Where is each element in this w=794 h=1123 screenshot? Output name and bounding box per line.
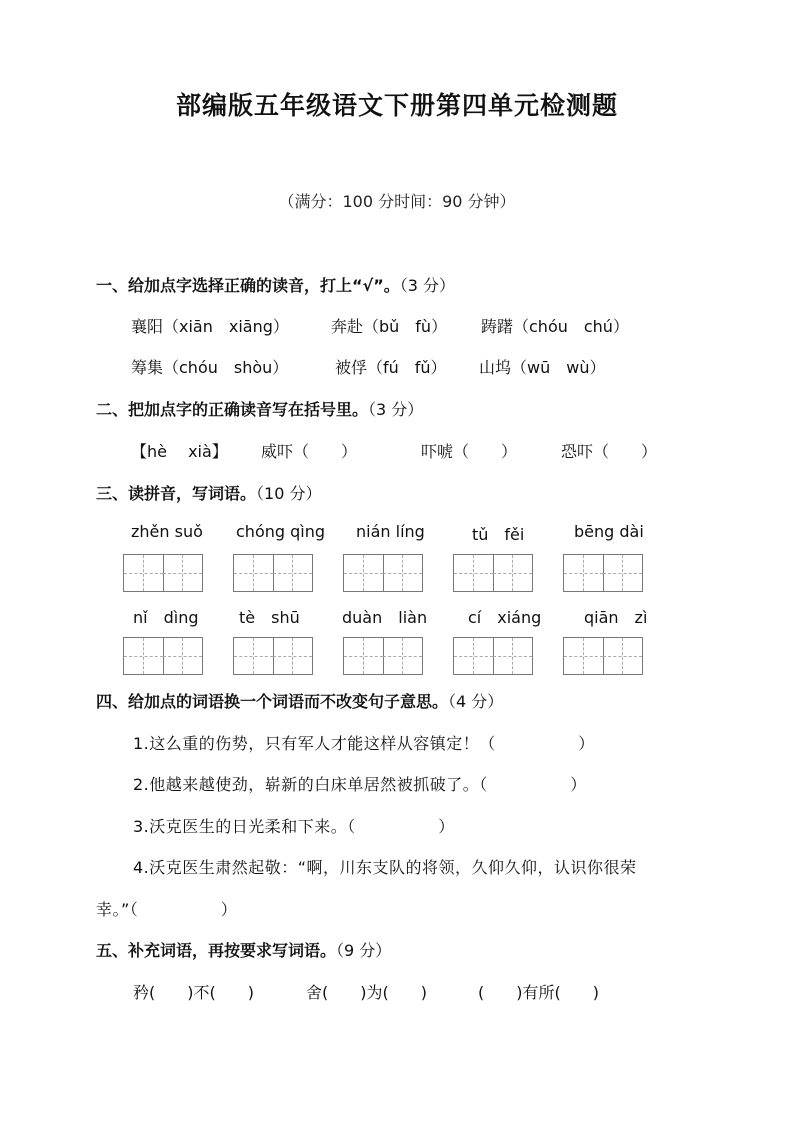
pinyin-label: duàn liàn xyxy=(342,608,428,627)
q1-item: 奔赴（bǔ fù） xyxy=(331,317,448,336)
pinyin-label: chóng qìng xyxy=(236,522,326,541)
q4-item: 2.他越来越使劲，崭新的白床单居然被抓破了。（ ） xyxy=(133,775,587,794)
section-1-points: （3 分） xyxy=(399,276,455,295)
section-3-heading xyxy=(96,481,321,504)
section-1-title: 一、给加点字选择正确的读音，打上“√”。 xyxy=(96,276,400,295)
section-2-points: （3 分） xyxy=(368,400,424,419)
q1-item: 山坞（wū wù） xyxy=(479,358,606,377)
writing-grid[interactable] xyxy=(233,554,313,592)
section-1-heading xyxy=(96,273,455,296)
pinyin-label: tǔ fěi xyxy=(472,525,525,544)
section-2-heading xyxy=(96,397,423,420)
section-1-row-2 xyxy=(131,355,605,378)
section-4-points: （4 分） xyxy=(448,692,504,711)
q1-item: 踌躇（chóu chú） xyxy=(481,317,629,336)
pinyin-label: bēng dài xyxy=(574,522,644,541)
pinyin-options: 【hè xià】 xyxy=(131,442,228,461)
q4-item-continued: 幸。”（ ） xyxy=(96,900,238,919)
q2-item: 威吓（ ） xyxy=(261,442,358,461)
q2-item: 恐吓（ ） xyxy=(561,442,658,461)
section-2-title: 二、把加点字的正确读音写在括号里。 xyxy=(96,400,369,419)
section-5-points: （9 分） xyxy=(336,941,392,960)
writing-grid[interactable] xyxy=(453,554,533,592)
pinyin-label: nián líng xyxy=(356,522,425,541)
q4-item: 3.沃克医生的日光柔和下来。（ ） xyxy=(133,817,455,836)
section-1-row-1 xyxy=(131,314,629,337)
section-2-row xyxy=(131,439,657,462)
q1-item: 筹集（chóu shòu） xyxy=(131,358,289,377)
pinyin-label: qiān zì xyxy=(584,608,648,627)
writing-grid[interactable] xyxy=(563,637,643,675)
q4-item: 1.这么重的伤势，只有军人才能这样从容镇定！（ ） xyxy=(133,734,595,753)
section-5-row xyxy=(133,980,599,1003)
writing-grid[interactable] xyxy=(343,637,423,675)
writing-grid[interactable] xyxy=(123,637,203,675)
section-4-heading xyxy=(96,689,503,712)
exam-info: （满分：100 分时间：90 分钟） xyxy=(278,192,516,211)
section-3-points: （10 分） xyxy=(256,484,322,503)
q1-item: 襄阳（xiān xiāng） xyxy=(131,317,289,336)
writing-grid[interactable] xyxy=(123,554,203,592)
page-title: 部编版五年级语文下册第四单元检测题 xyxy=(175,91,618,120)
writing-grid[interactable] xyxy=(563,554,643,592)
pinyin-label: cí xiáng xyxy=(468,608,542,627)
q1-item: 被俘（fú fǔ） xyxy=(335,358,447,377)
q5-item: 矜( )不( ) xyxy=(133,983,254,1002)
section-3-title: 三、读拼音，写词语。 xyxy=(96,484,257,503)
q4-item: 4.沃克医生肃然起敬：“啊，川东支队的将领，久仰久仰，认识你很荣 xyxy=(133,858,637,877)
pinyin-label: tè shū xyxy=(239,608,300,627)
pinyin-label: nǐ dìng xyxy=(133,608,199,627)
writing-grid[interactable] xyxy=(453,637,533,675)
writing-grid[interactable] xyxy=(343,554,423,592)
q5-item: 舍( )为( ) xyxy=(306,983,427,1002)
section-5-heading xyxy=(96,938,391,961)
section-5-title: 五、补充词语，再按要求写词语。 xyxy=(96,941,337,960)
pinyin-label: zhěn suǒ xyxy=(131,522,203,541)
section-4-title: 四、给加点的词语换一个词语而不改变句子意思。 xyxy=(96,692,449,711)
q5-item: ( )有所( ) xyxy=(478,983,599,1002)
q2-item: 吓唬（ ） xyxy=(421,442,518,461)
writing-grid[interactable] xyxy=(233,637,313,675)
